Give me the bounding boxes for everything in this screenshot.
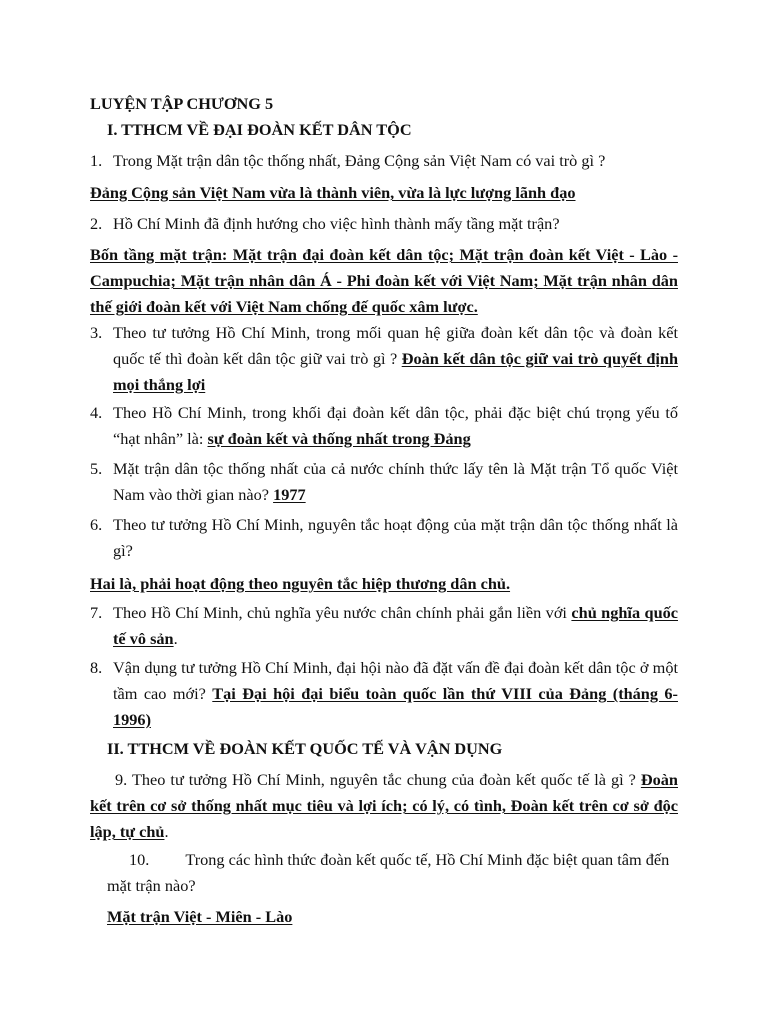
question-text: Trong các hình thức đoàn kết quốc tế, Hồ Chí Minh đặc biệt quan tâm đến mặt trận nào? xyxy=(107,850,670,895)
question-number: 4. xyxy=(90,403,103,422)
question-text: Mặt trận dân tộc thống nhất của cả nước chính thức lấy tên là Mặt trận Tổ quốc Việt Nam vào thời gian nào? xyxy=(113,459,678,504)
question-1 xyxy=(90,148,678,174)
question-9 xyxy=(90,767,678,845)
question-number: 6. xyxy=(90,515,103,534)
question-text: Trong Mặt trận dân tộc thống nhất, Đảng Cộng sản Việt Nam có vai trò gì ? xyxy=(113,151,606,170)
question-7 xyxy=(90,600,678,652)
question-number: 2. xyxy=(90,214,103,233)
question-text: Theo Hồ Chí Minh, chủ nghĩa yêu nước chân chính phải gắn liền với xyxy=(113,603,567,622)
question-number: 10. xyxy=(129,850,150,869)
question-text: Theo tư tưởng Hồ Chí Minh, trong mối quan hệ giữa đoàn kết dân tộc và đoàn kết quốc tế thì đoàn kết dân tộc giữ vai trò gì ? xyxy=(113,323,678,368)
question-5 xyxy=(90,456,678,508)
section-heading-2: II. TTHCM VỀ ĐOÀN KẾT QUỐC TẾ VÀ VẬN DỤNG xyxy=(107,739,503,758)
question-4 xyxy=(90,400,678,452)
answer-1: Đảng Cộng sản Việt Nam vừa là thành viên, vừa là lực lượng lãnh đạo xyxy=(90,183,576,202)
question-10 xyxy=(107,847,678,899)
answer-9: Đoàn kết trên cơ sở thống nhất mục tiêu và lợi ích; có lý, có tình, Đoàn kết trên cơ sở độc lập, tự chủ xyxy=(90,770,678,841)
answer-4: sự đoàn kết và thống nhất trong Đảng xyxy=(207,429,471,448)
question-text: Theo tư tưởng Hồ Chí Minh, nguyên tắc hoạt động của mặt trận dân tộc thống nhất là gì? xyxy=(113,515,678,560)
question-number: 8. xyxy=(90,658,103,677)
answer-10: Mặt trận Việt - Miên - Lào xyxy=(107,907,293,926)
question-text: Vận dụng tư tưởng Hồ Chí Minh, đại hội nào đã đặt vấn đề đại đoàn kết dân tộc ở một tầm cao mới? xyxy=(113,658,678,703)
question-2 xyxy=(90,211,678,237)
answer-2: Bốn tầng mặt trận: Mặt trận đại đoàn kết dân tộc; Mặt trận đoàn kết Việt - Lào - Campuchia; Mặt trận nhân dân Á - Phi đoàn kết với Việt Nam; Mặt trận nhân dân thế giới đoàn kết với Việt Nam chống đế quốc xâm lược. xyxy=(90,245,678,316)
punctuation: . xyxy=(164,822,169,841)
answer-6: Hai là, phải hoạt động theo nguyên tắc hiệp thương dân chủ. xyxy=(90,574,511,593)
page-title: LUYỆN TẬP CHƯƠNG 5 xyxy=(90,94,274,113)
question-3 xyxy=(90,320,678,398)
question-number: 5. xyxy=(90,459,103,478)
question-6 xyxy=(90,512,678,564)
question-number: 9. xyxy=(115,770,128,789)
punctuation: . xyxy=(173,629,178,648)
question-number: 3. xyxy=(90,323,103,342)
section-heading-1: I. TTHCM VỀ ĐẠI ĐOÀN KẾT DÂN TỘC xyxy=(107,120,412,139)
question-8 xyxy=(90,655,678,733)
question-text: Hồ Chí Minh đã định hướng cho việc hình thành mấy tầng mặt trận? xyxy=(113,214,560,233)
answer-5: 1977 xyxy=(273,485,306,504)
question-text: Theo Hồ Chí Minh, trong khối đại đoàn kết dân tộc, phải đặc biệt chú trọng yếu tố “hạt nhân” là: xyxy=(113,403,678,448)
question-number: 7. xyxy=(90,603,103,622)
answer-8: Tại Đại hội đại biểu toàn quốc lần thứ VIII của Đảng (tháng 6-1996) xyxy=(113,684,678,729)
question-number: 1. xyxy=(90,151,103,170)
answer-7: chủ nghĩa quốc tế vô sản xyxy=(113,603,678,648)
question-text: Theo tư tưởng Hồ Chí Minh, nguyên tắc chung của đoàn kết quốc tế là gì ? xyxy=(131,770,636,789)
answer-3: Đoàn kết dân tộc giữ vai trò quyết định mọi thắng lợi xyxy=(113,349,679,394)
